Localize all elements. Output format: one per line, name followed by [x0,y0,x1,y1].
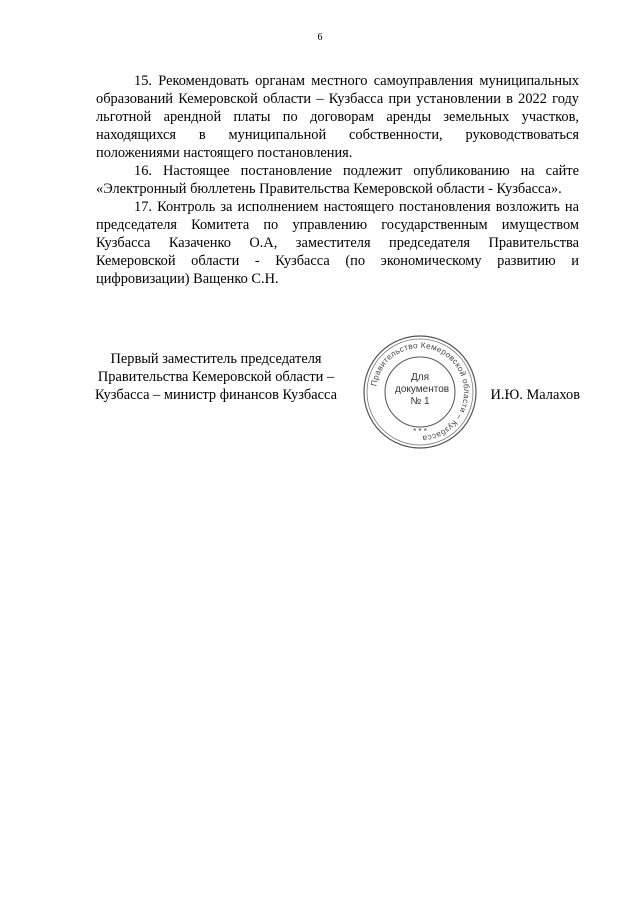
paragraph-16: 16. Настоящее постановление подлежит опубликованию на сайте «Электронный бюллетень Правительства Кемеровской области - Кузбасса». [96,163,579,197]
signatory-position [80,350,352,404]
page-number: 6 [317,32,323,43]
seal-center-text [395,372,450,408]
seal-stars: * * * [413,427,427,436]
paragraph-15: 15. Рекомендовать органам местного самоуправления муниципальных образований Кемеровской области – Кузбасса при установлении в 2022 году льготной арендной платы по договорам аренды земельных участков, находящихся в муниципальной собственности, руководствоваться положениями настоящего постановления. [96,73,579,161]
position-line-2: Правительства Кемеровской области – [97,369,335,385]
official-seal [362,334,478,450]
document-body [96,72,579,288]
seal-center-line-1: Для [410,372,430,383]
seal-center-line-3: № 1 [410,396,430,407]
signature-block [80,340,580,450]
seal-center-line-2: документов [395,384,450,395]
signatory-name: И.Ю. Малахов [490,387,580,403]
position-line-3: Кузбасса – министр финансов Кузбасса [95,387,337,403]
paragraph-17: 17. Контроль за исполнением настоящего постановления возложить на председателя Комитета по управлению государственным имуществом Кузбасса Казаченко О.А, заместителя председателя Правительства Кемеровской области - Кузбасса (по экономическому развитию и цифровизации) Ващенко С.Н. [96,199,579,287]
position-line-1: Первый заместитель председателя [110,351,322,367]
seal-ring-text: Правительство Кемеровской области – Кузбасса [369,340,472,443]
